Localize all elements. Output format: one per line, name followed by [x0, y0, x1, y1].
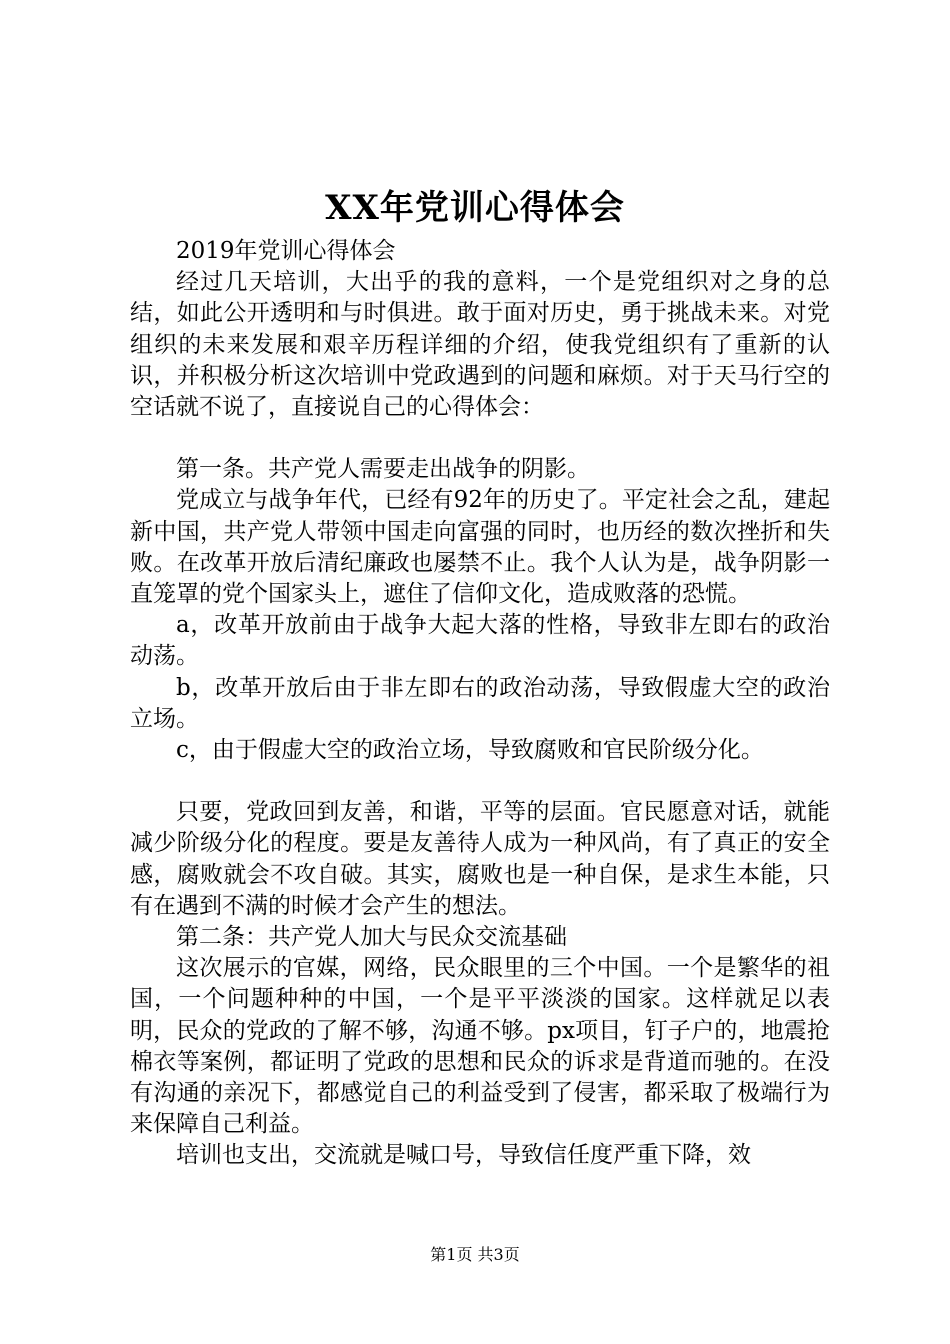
paragraph-article-one-heading: 第一条。共产党人需要走出战争的阴影。	[176, 456, 590, 483]
paragraph-point-a: a，改革开放前由于战争大起大落的性格，导致非左即右的政治动荡。	[130, 612, 830, 670]
paragraph-article-two-body: 这次展示的官媒，网络，民众眼里的三个中国。一个是繁华的祖国，一个问题种种的中国，一个是平平淡淡的国家。这样就足以表明，民众的党政的了解不够，沟通不够。px项目，钉子户的，地震抢棉衣等案例，都证明了党政的思想和民众的诉求是背道而驰的。在没有沟通的亲况下，都感觉自己的利益受到了侵害，都采取了极端行为来保障自己利益。	[130, 955, 830, 1138]
paragraph-article-two-heading: 第二条：共产党人加大与民众交流基础	[176, 924, 567, 951]
paragraph-intro: 经过几天培训，大出乎的我的意料，一个是党组织对之身的总结，如此公开透明和与时俱进。敢于面对历史，勇于挑战未来。对党组织的未来发展和艰辛历程详细的介绍，使我党组织有了重新的认识，并积极分析这次培训中党政遇到的问题和麻烦。对于天马行空的空话就不说了，直接说自己的心得体会：	[130, 269, 830, 421]
paragraph-subtitle: 2019年党训心得体会	[176, 238, 396, 264]
document-title: XX年党训心得体会	[325, 188, 625, 228]
paragraph-training-note: 培训也支出，交流就是喊口号，导致信任度严重下降，效	[176, 1142, 751, 1169]
page-number-footer: 第1页 共3页	[430, 1245, 520, 1264]
document-body	[130, 236, 830, 1172]
paragraph-conclusion-one: 只要，党政回到友善，和谐，平等的层面。官民愿意对话，就能减少阶级分化的程度。要是友善待人成为一种风尚，有了真正的安全感，腐败就会不攻自破。其实，腐败也是一种自保，是求生本能，只有在遇到不满的时候才会产生的想法。	[130, 799, 830, 919]
paragraph-point-c: c，由于假虚大空的政治立场，导致腐败和官民阶级分化。	[176, 737, 764, 764]
paragraph-point-b: b，改革开放后由于非左即右的政治动荡，导致假虚大空的政治立场。	[130, 674, 830, 732]
paragraph-article-one-body: 党成立与战争年代，已经有92年的历史了。平定社会之乱，建起新中国，共产党人带领中国走向富强的同时，也历经的数次挫折和失败。在改革开放后清纪廉政也屡禁不止。我个人认为是，战争阴影一直笼罩的党个国家头上，遮住了信仰文化，造成败落的恐慌。	[130, 487, 830, 608]
